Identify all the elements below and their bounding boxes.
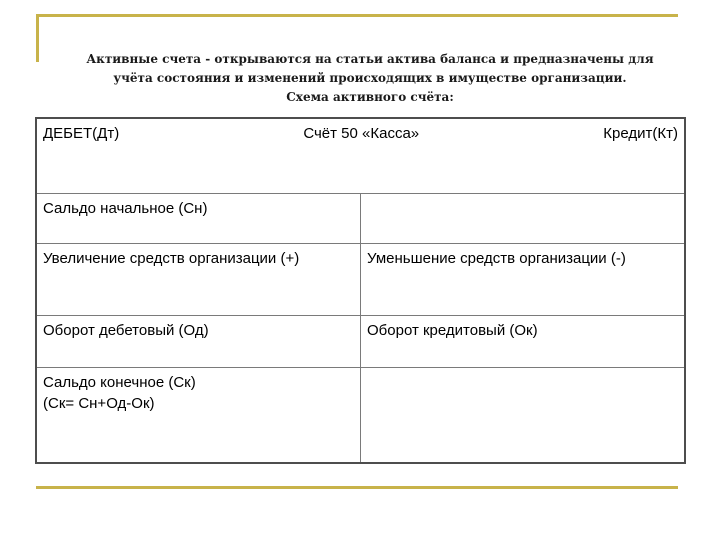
decorative-bottom-line <box>36 486 678 489</box>
closing-balance-cell <box>36 367 361 463</box>
credit-turnover-cell: Оборот кредитовый (Ок) <box>361 315 686 367</box>
decrease-cell: Уменьшение средств организации (-) <box>361 243 686 315</box>
decorative-left-line <box>36 14 39 62</box>
account-scheme-table <box>35 117 686 464</box>
debit-turnover-cell: Оборот дебетовый (Од) <box>36 315 361 367</box>
empty-credit-cell <box>361 193 686 243</box>
closing-balance-formula: (Ск= Сн+Од-Ок) <box>43 394 155 412</box>
empty-credit-cell <box>361 367 686 463</box>
opening-balance-cell: Сальдо начальное (Сн) <box>36 193 361 243</box>
table-header-row <box>36 118 685 193</box>
credit-label: Кредит(Кт) <box>603 125 678 142</box>
debit-label: ДЕБЕТ(Дт) <box>43 125 120 142</box>
heading-line-1: Активные счета - открываются на статьи актива баланса и предназначены для <box>86 52 654 66</box>
decorative-top-line <box>36 14 678 17</box>
table-row <box>36 367 685 463</box>
closing-balance-label: Сальдо конечное (Ск) <box>43 373 196 391</box>
heading-line-2: учёта состояния и изменений происходящих в имуществе организации. <box>113 71 627 85</box>
heading-line-3: Схема активного счёта: <box>286 90 454 104</box>
account-name: Счёт 50 «Касса» <box>303 125 420 142</box>
table-row <box>36 315 685 367</box>
table-row <box>36 193 685 243</box>
header-cell <box>36 118 685 193</box>
increase-cell: Увеличение средств организации (+) <box>36 243 361 315</box>
table-row <box>36 243 685 315</box>
slide-heading <box>40 50 700 107</box>
